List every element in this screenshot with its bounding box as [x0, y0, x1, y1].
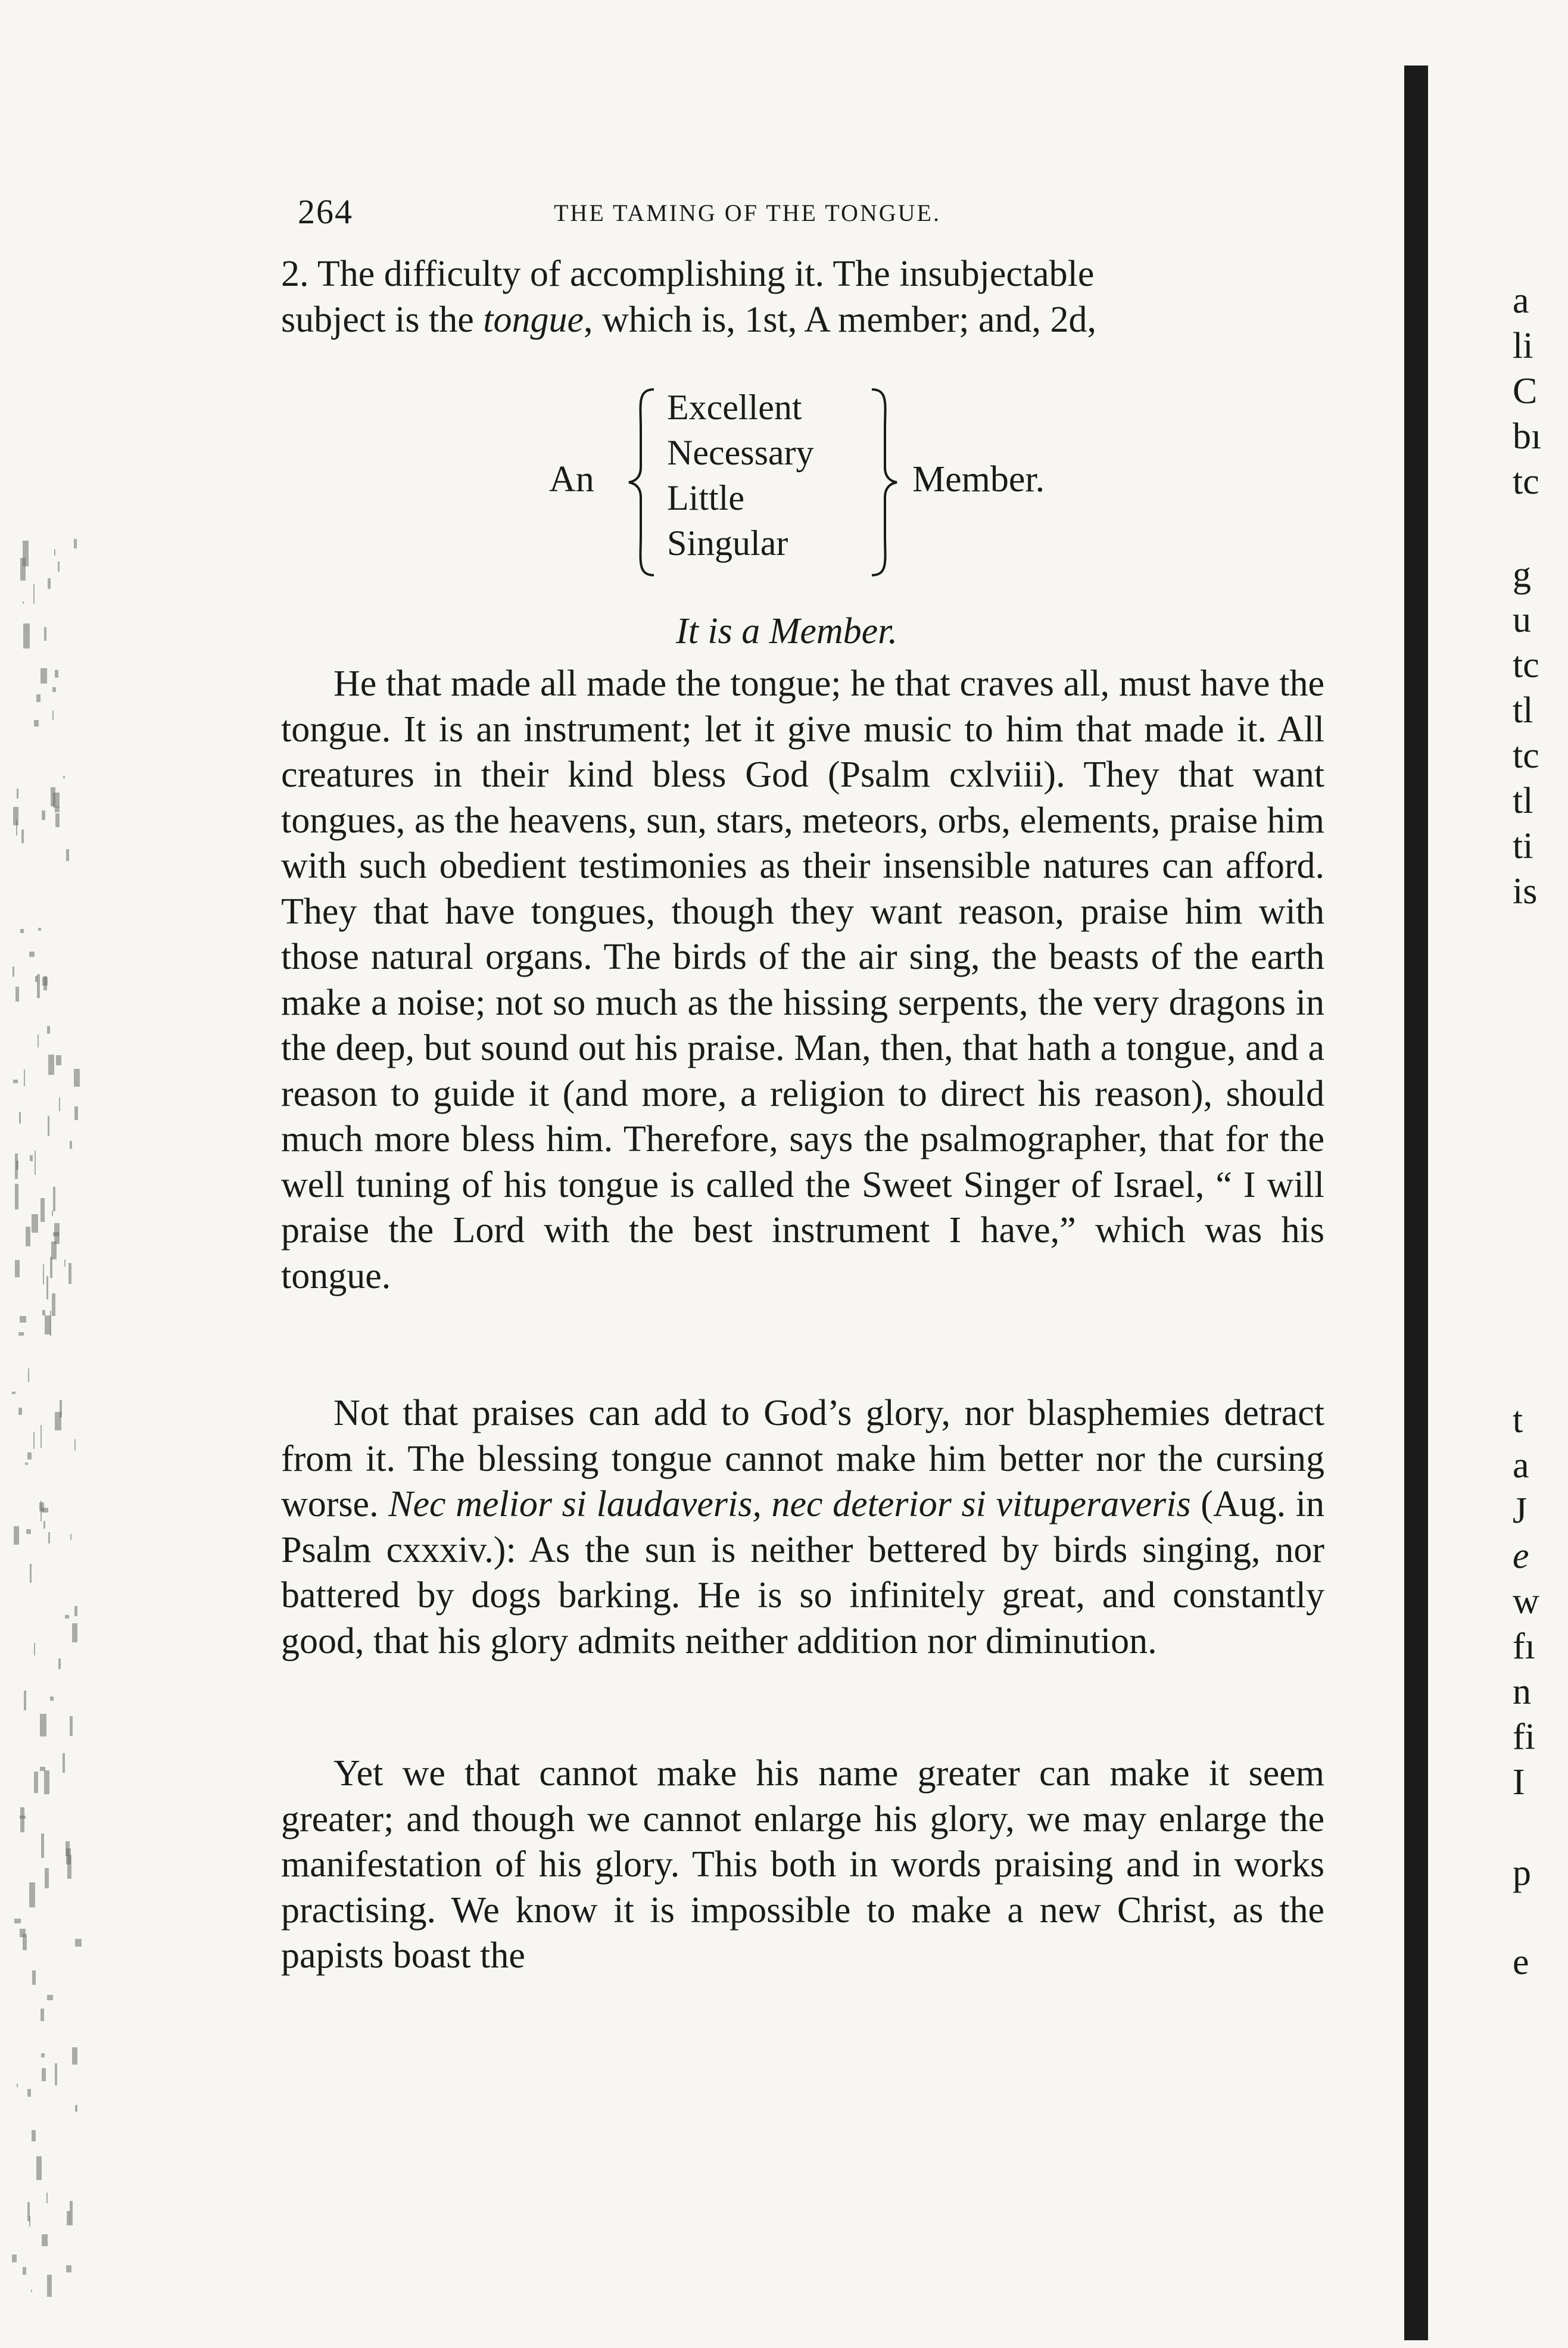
facing-page-edge [1513, 280, 1568, 2245]
scan-noise-mark [63, 776, 65, 778]
scan-noise-mark [32, 2130, 36, 2141]
facing-fragment: bı [1513, 416, 1542, 457]
scan-noise-mark [47, 1995, 53, 2000]
right-brace-icon [865, 387, 900, 578]
scan-noise-mark [58, 562, 60, 572]
scan-noise-mark [23, 601, 24, 604]
scan-noise-mark [27, 1452, 32, 1460]
scan-noise-mark [55, 813, 60, 827]
facing-fragment: a [1513, 280, 1529, 321]
facing-fragment: w [1513, 1581, 1539, 1622]
scan-noise-mark [72, 2047, 77, 2065]
facing-fragment: a [1513, 1445, 1529, 1486]
scan-noise-mark [40, 1714, 46, 1736]
scan-noise-mark [43, 1264, 44, 1284]
scan-noise-mark [18, 1332, 24, 1336]
page-number: 264 [298, 192, 353, 231]
scan-noise-mark [42, 810, 45, 820]
scan-noise-mark [34, 720, 39, 726]
scan-noise-mark [21, 830, 24, 843]
scan-noise-mark [65, 1615, 69, 1619]
scan-noise-mark [53, 1232, 59, 1236]
facing-fragment: tc [1513, 462, 1539, 502]
facing-fragment: n [1513, 1672, 1531, 1712]
facing-fragment: fi [1513, 1717, 1535, 1757]
scan-noise-mark [35, 976, 38, 982]
figure-item: Necessary [667, 433, 814, 472]
scan-noise-mark [30, 1155, 33, 1161]
scan-noise-mark [32, 1214, 38, 1233]
scan-noise-mark [17, 788, 18, 799]
paragraph-1-text-a: subject is the [281, 299, 484, 340]
figure-an-label: An [549, 459, 594, 500]
scan-noise-mark [13, 966, 14, 977]
scan-noise-mark [45, 1868, 49, 1888]
scan-noise-mark [42, 1508, 48, 1513]
scan-noise-mark [44, 627, 46, 641]
scan-noise-mark [23, 2267, 26, 2275]
facing-fragment: tl [1513, 690, 1533, 731]
scan-noise-mark [74, 1606, 77, 1616]
scan-noise-mark [74, 1069, 80, 1087]
scan-noise-mark [74, 1106, 78, 1120]
scan-noise-mark [20, 929, 24, 933]
scan-noise-mark [47, 1026, 50, 1034]
scan-noise-mark [38, 1034, 39, 1047]
brace-figure [536, 381, 1131, 584]
paragraph-1-line-1: 2. The difficulty of accomplishing it. The insubjectable [281, 254, 1095, 294]
scan-noise-mark [40, 1198, 45, 1222]
facing-fragment: tl [1513, 781, 1533, 821]
scan-noise-mark [43, 1521, 45, 1529]
paragraph-3 [281, 1390, 1324, 1664]
scan-noise-mark [52, 687, 56, 692]
scan-gutter-noise [12, 536, 83, 2322]
scan-noise-mark [23, 623, 30, 648]
scan-noise-mark [38, 928, 41, 931]
facing-fragment: e [1513, 1536, 1529, 1576]
left-brace-icon [625, 387, 661, 578]
scan-noise-mark [67, 2211, 70, 2225]
scan-noise-mark [41, 2053, 45, 2057]
scan-noise-mark [20, 1316, 26, 1323]
facing-fragment: t [1513, 1400, 1523, 1440]
scan-noise-mark [20, 558, 26, 581]
facing-fragment: g [1513, 554, 1531, 595]
scan-noise-mark [12, 1392, 15, 1394]
scan-noise-mark [63, 1753, 65, 1773]
paragraph-1 [281, 251, 1324, 342]
scan-noise-mark [42, 2068, 46, 2081]
scan-noise-mark [15, 987, 19, 1002]
facing-fragment: ti [1513, 826, 1533, 866]
scan-noise-mark [14, 1526, 19, 1545]
scan-noise-mark [40, 1425, 42, 1448]
scan-noise-mark [50, 1697, 54, 1701]
scan-noise-mark [46, 1276, 48, 1299]
scan-noise-mark [70, 1716, 73, 1736]
scan-noise-mark [66, 849, 69, 861]
facing-fragment: C [1513, 371, 1538, 411]
scan-noise-mark [41, 1834, 44, 1858]
scan-noise-mark [18, 1408, 22, 1415]
scan-noise-mark [12, 2255, 17, 2262]
scan-noise-mark [75, 1939, 82, 1947]
scan-noise-mark [52, 710, 54, 720]
scan-noise-mark [58, 1658, 61, 1669]
scan-noise-mark [50, 1257, 52, 1278]
scan-noise-mark [26, 1529, 31, 1534]
scan-noise-mark [52, 1211, 53, 1216]
paragraph-2: He that made all made the tongue; he that craves all, must have the tongue. It is an instrument; let it give music to him that made it. All creatures in their kind bless God (Psalm cxlviii). They that want tongues, as the heavens, sun, stars, meteors, orbs, elements, praise him with such obedient testimonies as their insensible natures can afford. They that have tongues, though they want reason, praise him with those natural organs. The birds of the air sing, the beasts of the earth make a noise; not so much as the hissing serpents, the very dragons in the deep, but sound out his praise. Man, then, that hath a tongue, and a reason to guide it (and more, a religion to direct his reason), should much more bless him. Therefore, says the psalmographer, that for the well tuning of his tongue is called the Sweet Singer of Israel, “ I will praise the Lord with the best instrument I have,” which was his tongue. [281, 663, 1324, 1296]
scan-noise-mark [53, 793, 60, 807]
scan-noise-mark [51, 1242, 57, 1259]
scan-noise-mark [40, 1767, 45, 1771]
paragraph-1-text-b: , which is, 1st, A member; and, 2d, [583, 299, 1097, 340]
figure-item: Singular [667, 523, 788, 563]
scan-noise-mark [48, 578, 51, 589]
scan-noise-mark [45, 1315, 51, 1334]
scan-noise-mark [64, 1259, 66, 1267]
scan-noise-mark [15, 1260, 20, 1277]
scan-noise-mark [33, 584, 35, 604]
scan-noise-mark [13, 1080, 18, 1083]
facing-fragment: tc [1513, 645, 1539, 685]
scan-noise-mark [68, 1263, 71, 1284]
scan-noise-mark [24, 1691, 26, 1710]
scan-noise-mark [29, 952, 35, 957]
figure-item: Excellent [667, 388, 802, 427]
scan-noise-mark [24, 1069, 25, 1086]
scan-noise-mark [74, 539, 77, 548]
scan-noise-mark [72, 1623, 77, 1642]
facing-fragment: li [1513, 326, 1533, 366]
facing-fragment: I [1513, 1762, 1525, 1803]
scan-noise-mark [33, 1432, 35, 1449]
facing-fragment: p [1513, 1853, 1531, 1893]
scan-noise-mark [60, 1400, 62, 1417]
scan-noise-mark [66, 2265, 71, 2272]
scan-noise-mark [31, 2290, 32, 2292]
scan-noise-mark [17, 2084, 18, 2087]
scan-noise-mark [48, 1532, 50, 1543]
scan-noise-mark [66, 1848, 71, 1864]
facing-fragment: tc [1513, 735, 1539, 776]
scan-noise-mark [27, 2202, 30, 2221]
scan-noise-mark [48, 1055, 54, 1075]
scan-noise-mark [55, 670, 58, 678]
scan-noise-mark [36, 694, 40, 702]
scan-noise-mark [29, 1882, 35, 1907]
running-title: THE TAMING OF THE TONGUE. [554, 199, 941, 226]
scan-noise-mark [34, 1643, 35, 1655]
scan-noise-mark [75, 2105, 77, 2112]
scan-noise-mark [54, 549, 55, 556]
paragraph-3-text-a: Not that praises can add to God’s glory, nor blasphemies detract from it. The blessing tongue cannot make him better nor the cursing worse. [281, 1393, 1324, 1524]
scan-noise-mark [40, 668, 47, 684]
scan-noise-mark [28, 1368, 29, 1382]
facing-fragment: is [1513, 871, 1538, 912]
scan-noise-mark [25, 1463, 28, 1465]
tongue-emphasis: tongue [483, 299, 584, 340]
scan-noise-mark [19, 1112, 21, 1124]
scan-noise-mark [14, 1919, 21, 1923]
scan-noise-mark [44, 1770, 49, 1794]
scan-noise-mark [35, 1150, 36, 1175]
scan-noise-mark [70, 1534, 71, 1540]
scan-noise-mark [53, 1187, 55, 1211]
scan-noise-mark [47, 2275, 52, 2297]
facing-fragment: fı [1513, 1626, 1535, 1667]
scan-noise-mark [30, 1564, 32, 1583]
scan-noise-mark [59, 1097, 60, 1111]
paragraph-3-text-b: (Aug. in Psalm cxxxiv.): As the sun is neither bettered by birds singing, nor battered by dogs barking. He is so infinitely great, and constantly good, that his glory admits neither addition nor diminution. [281, 1484, 1324, 1661]
scan-noise-mark [55, 2063, 57, 2085]
scan-noise-mark [26, 1227, 30, 1246]
scan-noise-mark [42, 977, 48, 986]
paragraph-4: Yet we that cannot make his name greater can make it seem greater; and though we cannot enlarge his glory, we may enlarge the manifestation of his glory. This both in words praising and in works practising. We know it is impossible to make a new Christ, as the papists boast the [281, 1753, 1324, 1976]
scan-noise-mark [40, 2009, 44, 2021]
scan-noise-mark [40, 1501, 42, 1521]
facing-fragment: u [1513, 600, 1531, 640]
scan-noise-mark [36, 2156, 42, 2180]
scan-noise-mark [48, 1116, 49, 1136]
figure-item: Little [667, 478, 744, 517]
scan-noise-mark [15, 1153, 18, 1179]
scan-noise-mark [20, 1807, 24, 1832]
scan-noise-mark [34, 1772, 38, 1793]
figure-item-list [667, 385, 814, 566]
spine-shadow-bar [1404, 66, 1428, 2340]
scan-noise-mark [16, 819, 17, 835]
figure-member-label: Member. [912, 459, 1045, 500]
scan-noise-mark [23, 1934, 27, 1950]
section-subheading: It is a Member. [676, 611, 897, 651]
facing-fragment: e [1513, 1942, 1529, 1982]
scan-noise-mark [42, 1310, 45, 1315]
scan-noise-mark [52, 1293, 55, 1316]
scan-noise-mark [56, 1055, 61, 1065]
scan-noise-mark [46, 2193, 48, 2203]
scan-noise-mark [42, 2234, 48, 2246]
facing-fragment: J [1513, 1491, 1528, 1531]
scan-noise-mark [27, 2089, 31, 2097]
latin-quotation: Nec melior si laudaveris, nec deterior si vituperaveris [388, 1484, 1191, 1524]
scan-noise-mark [15, 1184, 18, 1209]
scan-noise-mark [32, 1970, 36, 1985]
scan-noise-mark [70, 1141, 72, 1149]
scan-noise-mark [74, 1439, 76, 1451]
running-header [298, 192, 1322, 233]
